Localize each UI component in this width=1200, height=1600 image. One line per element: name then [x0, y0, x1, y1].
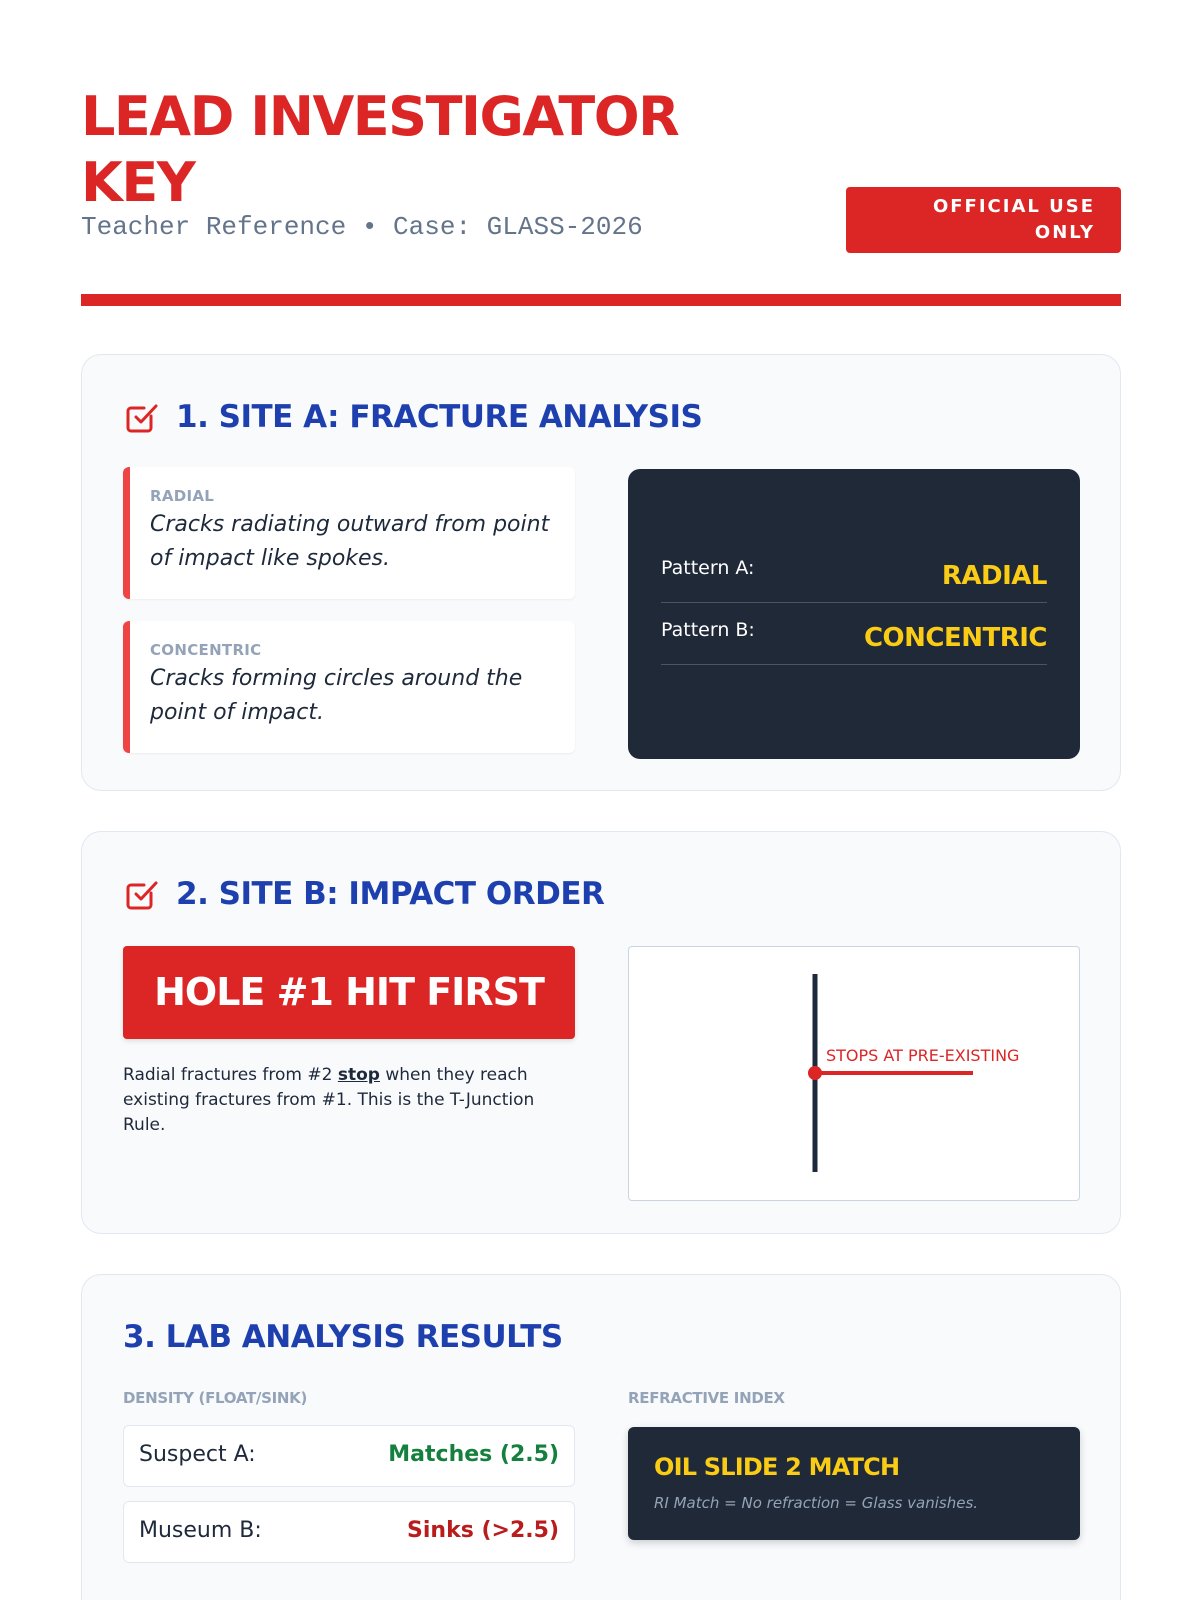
badge-line2: ONLY	[1034, 222, 1095, 243]
definition-concentric	[123, 621, 575, 753]
checkbox-check-icon	[124, 399, 160, 435]
section-title: 2. SITE B: IMPACT ORDER	[176, 876, 605, 912]
refractive-index-label: REFRACTIVE INDEX	[628, 1389, 785, 1407]
pattern-answer-panel	[628, 469, 1080, 759]
page-header	[81, 84, 1121, 310]
oil-slide-title: OIL SLIDE 2 MATCH	[654, 1453, 900, 1481]
pattern-row-b	[661, 603, 1047, 665]
page-subtitle: Teacher Reference • Case: GLASS-2026	[81, 212, 643, 242]
page-title-line2: KEY	[81, 151, 195, 214]
section-title: 3. LAB ANALYSIS RESULTS	[123, 1319, 563, 1355]
t-junction-diagram	[628, 946, 1080, 1201]
result-label: Museum B:	[139, 1518, 262, 1543]
definition-text: Cracks forming circles around the point of impact.	[150, 666, 523, 725]
explanation-text: Radial fractures from #2	[123, 1065, 338, 1085]
pattern-label: Pattern B:	[661, 619, 755, 641]
section-heading	[123, 1319, 563, 1355]
explanation-emphasis: stop	[337, 1065, 380, 1085]
oil-slide-result	[628, 1427, 1080, 1540]
section-heading	[124, 876, 604, 912]
impact-order-verdict: HOLE #1 HIT FIRST	[123, 946, 575, 1039]
section-lab-results	[81, 1274, 1121, 1600]
badge-line1: OFFICIAL USE	[932, 196, 1095, 217]
page-title-line1: LEAD INVESTIGATOR	[81, 85, 679, 148]
definition-radial	[123, 467, 575, 599]
official-use-badge	[846, 187, 1121, 253]
junction-label: STOPS AT PRE-EXISTING	[826, 1046, 1020, 1065]
t-junction-explanation	[123, 1063, 575, 1138]
pattern-label: Pattern A:	[661, 557, 755, 579]
header-divider	[81, 294, 1121, 306]
pattern-answer: CONCENTRIC	[863, 623, 1047, 653]
section-fracture-analysis	[81, 354, 1121, 791]
result-value: Sinks (>2.5)	[407, 1518, 559, 1543]
section-impact-order	[81, 831, 1121, 1234]
density-row-suspect-a	[123, 1425, 575, 1487]
junction-point	[808, 1066, 822, 1080]
page-title	[81, 84, 781, 216]
t-junction-svg	[629, 947, 1081, 1202]
pattern-row-a	[661, 541, 1047, 603]
definition-text: Cracks radiating outward from point of impact like spokes.	[150, 512, 550, 571]
section-title: 1. SITE A: FRACTURE ANALYSIS	[176, 399, 703, 435]
density-label: DENSITY (FLOAT/SINK)	[123, 1389, 307, 1407]
definition-label: RADIAL	[150, 487, 215, 505]
density-row-museum-b	[123, 1501, 575, 1563]
explanation-text: when they reach existing fractures from #1. This is the T-Junction Rule.	[123, 1065, 535, 1135]
checkbox-check-icon	[124, 876, 160, 912]
result-label: Suspect A:	[139, 1442, 256, 1467]
pattern-answer: RADIAL	[941, 561, 1047, 591]
result-value: Matches (2.5)	[388, 1442, 559, 1467]
definition-label: CONCENTRIC	[150, 641, 262, 659]
section-heading	[124, 399, 702, 435]
oil-slide-note: RI Match = No refraction = Glass vanishes.	[654, 1494, 979, 1512]
